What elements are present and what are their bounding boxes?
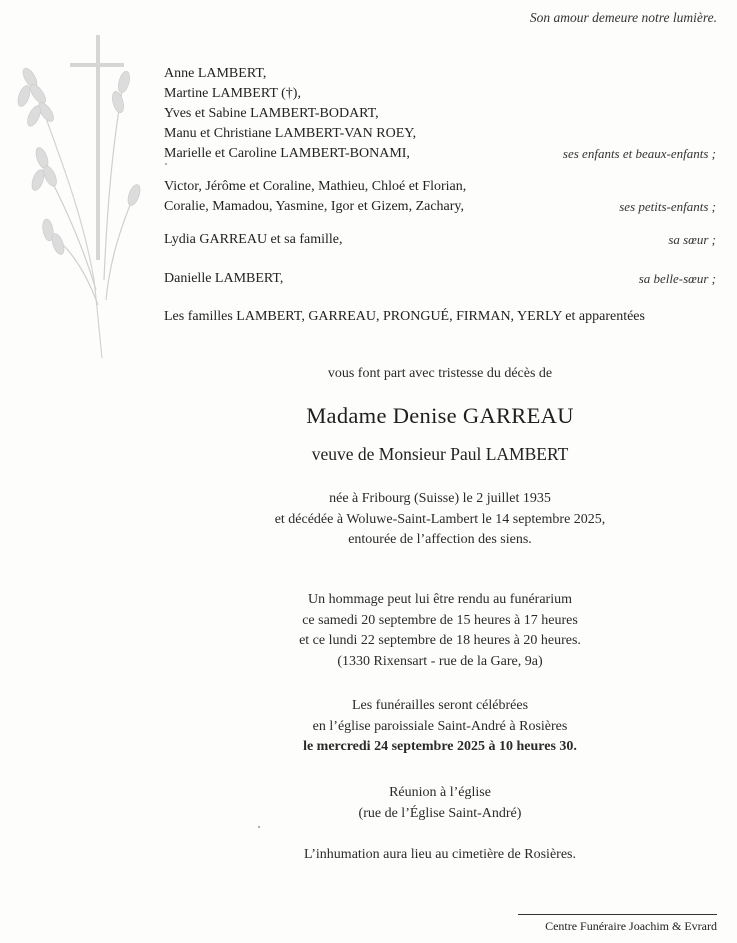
- family-line: Anne LAMBERT,: [164, 66, 267, 81]
- grandchildren-relation: ses petits-enfants ;: [619, 199, 716, 214]
- family-line: Victor, Jérôme et Coraline, Mathieu, Chloé et Florian,: [164, 179, 467, 194]
- family-sister: [164, 230, 716, 250]
- family-grandchildren: [164, 177, 716, 217]
- family-children: [164, 64, 716, 164]
- birth-line: née à Fribourg (Suisse) le 2 juillet 1935: [329, 491, 551, 506]
- sister-relation: sa sœur ;: [668, 232, 716, 247]
- family-families: [164, 307, 716, 327]
- funeral-home-credit: Centre Funéraire Joachim & Evrard: [518, 914, 717, 934]
- funerailles-block: [150, 696, 730, 758]
- hommage-line: Un hommage peut lui être rendu au funérarium: [308, 592, 572, 607]
- family-line: Marielle et Caroline LAMBERT-BONAMI,: [164, 146, 410, 161]
- speck: [165, 163, 167, 165]
- sister-in-law-relation: sa belle-sœur ;: [638, 271, 716, 286]
- reunion-block: [150, 783, 730, 824]
- family-line: Coralie, Mamadou, Yasmine, Igor et Gizem, Zachary,: [164, 199, 465, 214]
- family-line: Yves et Sabine LAMBERT-BODART,: [164, 106, 379, 121]
- hommage-block: [150, 590, 730, 672]
- widow-of: veuve de Monsieur Paul LAMBERT: [311, 444, 569, 464]
- birth-death-block: [150, 489, 730, 551]
- family-sister-in-law: [164, 269, 716, 289]
- deceased-name: Madame Denise GARREAU: [306, 403, 574, 428]
- announcement-intro: vous font part avec tristesse du décès de: [327, 366, 553, 381]
- motto: Son amour demeure notre lumière.: [529, 10, 717, 25]
- church-line: en l’église paroissiale Saint-André à Rosières: [312, 718, 568, 734]
- funerailles-line: Les funérailles seront célébrées: [351, 698, 529, 713]
- family-line: Manu et Christiane LAMBERT-VAN ROEY,: [164, 126, 417, 141]
- hommage-line: et ce lundi 22 septembre de 18 heures à 20 heures.: [299, 633, 581, 648]
- speck: [258, 826, 260, 828]
- reunion-address: (rue de l’Église Saint-André): [358, 805, 522, 821]
- inhumation-line: L’inhumation aura lieu au cimetière de Rosières.: [303, 847, 576, 862]
- children-relation: ses enfants et beaux-enfants ;: [562, 146, 716, 161]
- hommage-line: ce samedi 20 septembre de 15 heures à 17 heures: [302, 612, 578, 628]
- reunion-line: Réunion à l’église: [389, 785, 491, 800]
- family-line: Danielle LAMBERT,: [164, 271, 284, 286]
- death-line: et décédée à Woluwe-Saint-Lambert le 14 septembre 2025,: [274, 511, 606, 527]
- family-line: Martine LAMBERT (†),: [164, 86, 301, 101]
- family-line: Lydia GARREAU et sa famille,: [164, 232, 343, 247]
- funerarium-address: (1330 Rixensart - rue de la Gare, 9a): [337, 653, 543, 669]
- family-line: Les familles LAMBERT, GARREAU, PRONGUÉ, FIRMAN, YERLY et apparentées: [164, 309, 645, 324]
- cross-wheat-icon: [12, 30, 162, 360]
- surrounded-line: entourée de l’affection des siens.: [348, 532, 532, 547]
- funeral-date: le mercredi 24 septembre 2025 à 10 heures 30.: [303, 739, 577, 754]
